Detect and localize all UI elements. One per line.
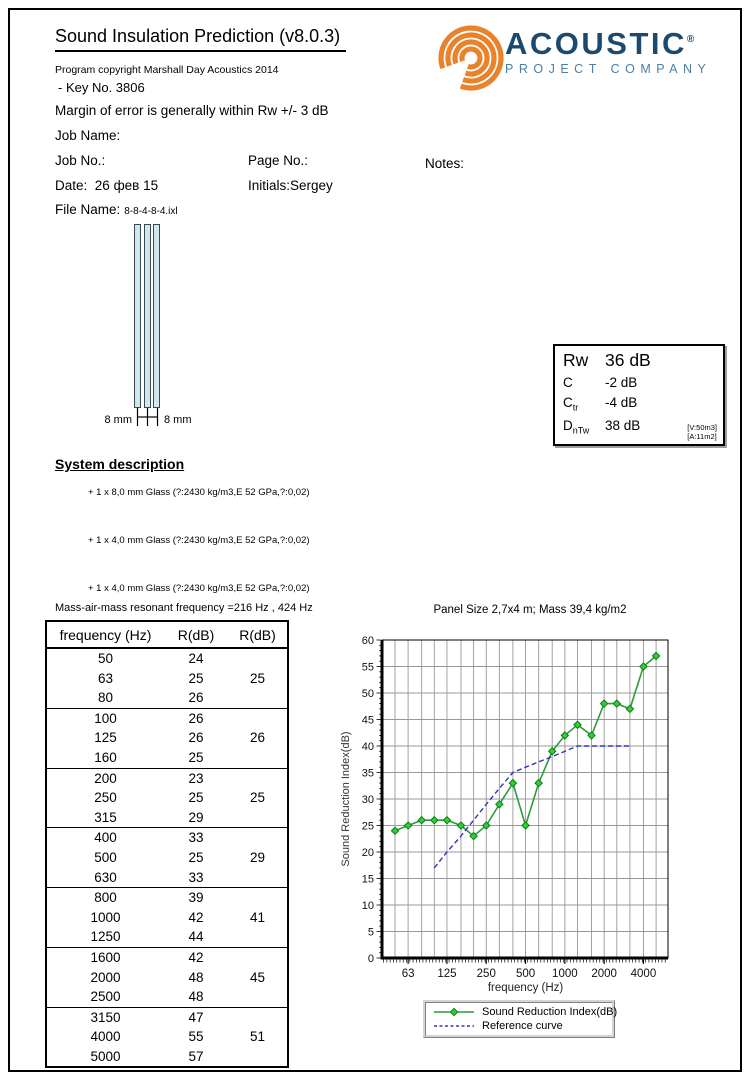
key-number: - Key No. 3806: [58, 80, 145, 95]
right-gap-dimension: 8 mm: [164, 414, 192, 426]
table-cell: 33: [188, 830, 204, 846]
table-cell: 25: [188, 670, 204, 686]
table-cell: 500: [94, 849, 117, 865]
svg-text:63: 63: [401, 968, 415, 980]
table-cell: [228, 868, 288, 888]
svg-text:500: 500: [515, 968, 536, 980]
table-cell: 42: [188, 909, 204, 925]
table-cell: 33: [164, 868, 228, 888]
table-cell: 1600: [90, 949, 121, 965]
svg-text:10: 10: [361, 900, 374, 912]
sound-reduction-chart: [337, 620, 682, 998]
table-row: [46, 1027, 288, 1047]
table-cell: 41: [249, 909, 266, 925]
gap-dimension-marks-icon: [135, 405, 161, 429]
table-row: [46, 1007, 288, 1027]
initials-line: Initials:Sergey: [248, 178, 333, 193]
system-layer-2: + 1 x 4,0 mm Glass (?:2430 kg/m3,E 52 GPa,?:0,02): [88, 535, 310, 546]
col-header-r2: R(dB): [228, 621, 288, 648]
table-cell: 5000: [90, 1048, 121, 1064]
glazing-diagram: [134, 224, 160, 408]
table-cell: 63: [97, 670, 114, 686]
table-cell: 25: [164, 748, 228, 768]
table-cell: 160: [46, 748, 164, 768]
table-cell: 4000: [90, 1029, 121, 1045]
table-cell: 3150: [90, 1009, 121, 1025]
svg-text:30: 30: [361, 794, 374, 806]
table-row: [46, 688, 288, 708]
table-cell: 800: [94, 890, 117, 906]
table-cell: [228, 768, 288, 788]
table-cell: 26: [164, 688, 228, 708]
glass-pane-3: [153, 224, 160, 408]
table-cell: 400: [94, 830, 117, 846]
table-cell: 48: [164, 987, 228, 1007]
page-no-label: Page No.:: [248, 153, 309, 168]
table-cell: [228, 648, 288, 669]
table-cell: 48: [188, 969, 204, 985]
left-gap-dimension: 8 mm: [104, 414, 132, 426]
table-row: [46, 648, 288, 669]
table-cell: [228, 888, 288, 908]
acoustic-logo-text: [505, 28, 740, 76]
table-cell: 23: [188, 770, 204, 786]
file-name-line: File Name: 8-8-4-8-4.ixl: [55, 202, 178, 217]
svg-text:4000: 4000: [630, 968, 657, 980]
table-cell: [228, 828, 288, 848]
c-label: C: [563, 374, 573, 390]
svg-text:25: 25: [361, 820, 374, 833]
svg-text:125: 125: [437, 968, 457, 980]
table-row: [46, 848, 288, 868]
job-no-label: Job No.:: [55, 153, 106, 168]
table-row: [46, 927, 288, 947]
rw-label: Rw: [563, 350, 589, 370]
mass-air-mass-note: Mass-air-mass resonant frequency =216 Hz , 424 Hz: [55, 602, 313, 614]
table-row: [46, 788, 288, 808]
table-cell: [228, 1007, 288, 1027]
table-cell: 25: [249, 670, 266, 686]
table-cell: 26: [188, 710, 204, 726]
table-row: [46, 748, 288, 768]
table-cell: [228, 708, 288, 728]
legend-line-sample-icon: [432, 1020, 476, 1032]
table-cell: [228, 927, 288, 947]
table-cell: 24: [188, 651, 204, 667]
table-row: [46, 868, 288, 888]
table-cell: 2500: [46, 987, 164, 1007]
room-notes: [V:50m3] [A:11m2]: [687, 422, 717, 442]
svg-text:20: 20: [361, 847, 374, 859]
ctr-rating-row: [563, 395, 717, 413]
legend-item: [432, 1019, 606, 1033]
table-cell: [228, 1047, 288, 1068]
svg-text:55: 55: [361, 661, 374, 674]
c-value: -2 dB: [605, 374, 638, 390]
table-header-row: [46, 621, 288, 648]
table-row: [46, 669, 288, 689]
svg-text:45: 45: [361, 714, 374, 727]
margin-of-error-note: Margin of error is generally within Rw +/- 3 dB: [55, 103, 329, 118]
table-row: [46, 947, 288, 967]
table-cell: 44: [164, 927, 228, 947]
table-cell: 26: [249, 730, 266, 746]
copyright-line: Program copyright Marshall Day Acoustics 2014: [55, 64, 279, 76]
table-row: [46, 968, 288, 988]
svg-text:35: 35: [361, 767, 374, 780]
svg-text:250: 250: [476, 968, 496, 980]
svg-text:2000: 2000: [591, 968, 617, 980]
table-cell: 57: [188, 1048, 204, 1064]
table-cell: 50: [97, 651, 114, 667]
date-line: Date: 26 фев 15: [55, 178, 159, 193]
dntw-label: $D_{nTw}$: [563, 417, 590, 436]
svg-text:0: 0: [367, 953, 374, 965]
ctr-label: $C_{tr}$: [563, 394, 579, 413]
table-cell: 315: [46, 808, 164, 828]
job-name-label: Job Name:: [55, 128, 121, 143]
table-row: [46, 828, 288, 848]
logo-name: ACOUSTIC®: [505, 26, 695, 61]
svg-text:60: 60: [361, 635, 374, 647]
table-cell: 25: [188, 849, 204, 865]
glass-pane-2: [144, 224, 151, 408]
table-cell: 200: [94, 770, 117, 786]
glass-pane-1: [134, 224, 141, 408]
table-row: [46, 708, 288, 728]
table-cell: 47: [188, 1009, 204, 1025]
table-cell: [228, 688, 288, 708]
table-cell: 51: [249, 1029, 266, 1045]
notes-label: Notes:: [425, 156, 465, 171]
svg-text:40: 40: [361, 741, 374, 753]
table-cell: 29: [249, 849, 266, 865]
rw-rating-row: [563, 350, 717, 370]
svg-text:15: 15: [361, 873, 374, 886]
chart-title: Panel Size 2,7x4 m; Mass 39,4 kg/m2: [433, 604, 627, 616]
c-rating-row: [563, 375, 717, 391]
chart-legend: [423, 1000, 618, 1038]
svg-text:Sound Reduction Index(dB): Sound Reduction Index(dB): [340, 731, 352, 867]
system-description-heading: System description: [55, 456, 185, 472]
table-cell: 1000: [90, 909, 121, 925]
table-cell: 100: [94, 710, 117, 726]
legend-item: [432, 1005, 618, 1019]
date-value: 26 фев 15: [94, 178, 159, 193]
table-cell: 25: [249, 790, 266, 806]
initials-value: Sergey: [290, 178, 333, 193]
svg-text:1000: 1000: [552, 968, 578, 980]
table-cell: 630: [46, 868, 164, 888]
legend-label: Reference curve: [482, 1020, 563, 1032]
acoustic-logo-icon: [433, 22, 505, 96]
table-cell: 26: [188, 730, 204, 746]
table-cell: [228, 748, 288, 768]
table-cell: 1250: [46, 927, 164, 947]
table-row: [46, 768, 288, 788]
rw-value: 36 dB: [605, 350, 651, 370]
table-cell: [228, 947, 288, 967]
table-row: [46, 888, 288, 908]
legend-line-sample-icon: [432, 1006, 476, 1018]
dntw-value: 38 dB: [605, 417, 641, 433]
registered-mark-icon: ®: [686, 34, 695, 45]
table-row: [46, 908, 288, 928]
rating-summary-box: [553, 344, 725, 446]
ctr-value: -4 dB: [605, 394, 638, 410]
svg-text:50: 50: [361, 688, 374, 700]
table-cell: 125: [94, 730, 117, 746]
table-row: [46, 987, 288, 1007]
frequency-table: [45, 620, 289, 1068]
dntw-rating-row: [563, 418, 717, 443]
table-cell: 55: [188, 1029, 204, 1045]
table-cell: 45: [249, 969, 266, 985]
table-row: [46, 1047, 288, 1068]
table-cell: 25: [188, 790, 204, 806]
table-cell: [228, 808, 288, 828]
logo-subtitle: PROJECT COMPANY: [505, 62, 712, 76]
table-row: [46, 728, 288, 748]
table-cell: 80: [46, 688, 164, 708]
table-cell: 42: [188, 949, 204, 965]
table-cell: 39: [188, 890, 204, 906]
table-row: [46, 808, 288, 828]
table-cell: [228, 987, 288, 1007]
file-name-value: 8-8-4-8-4.ixl: [124, 206, 178, 217]
svg-text:5: 5: [367, 926, 374, 939]
table-cell: 250: [94, 790, 117, 806]
system-layer-3: + 1 x 4,0 mm Glass (?:2430 kg/m3,E 52 GPa,?:0,02): [88, 583, 310, 594]
svg-text:frequency (Hz): frequency (Hz): [487, 982, 564, 994]
table-cell: 2000: [90, 969, 121, 985]
table-cell: 29: [164, 808, 228, 828]
system-layer-1: + 1 x 8,0 mm Glass (?:2430 kg/m3,E 52 GPa,?:0,02): [88, 487, 310, 498]
col-header-frequency: frequency (Hz): [46, 621, 164, 648]
legend-label: Sound Reduction Index(dB): [482, 1006, 618, 1018]
col-header-r1: R(dB): [164, 621, 228, 648]
page-title: Sound Insulation Prediction (v8.0.3): [55, 26, 346, 52]
